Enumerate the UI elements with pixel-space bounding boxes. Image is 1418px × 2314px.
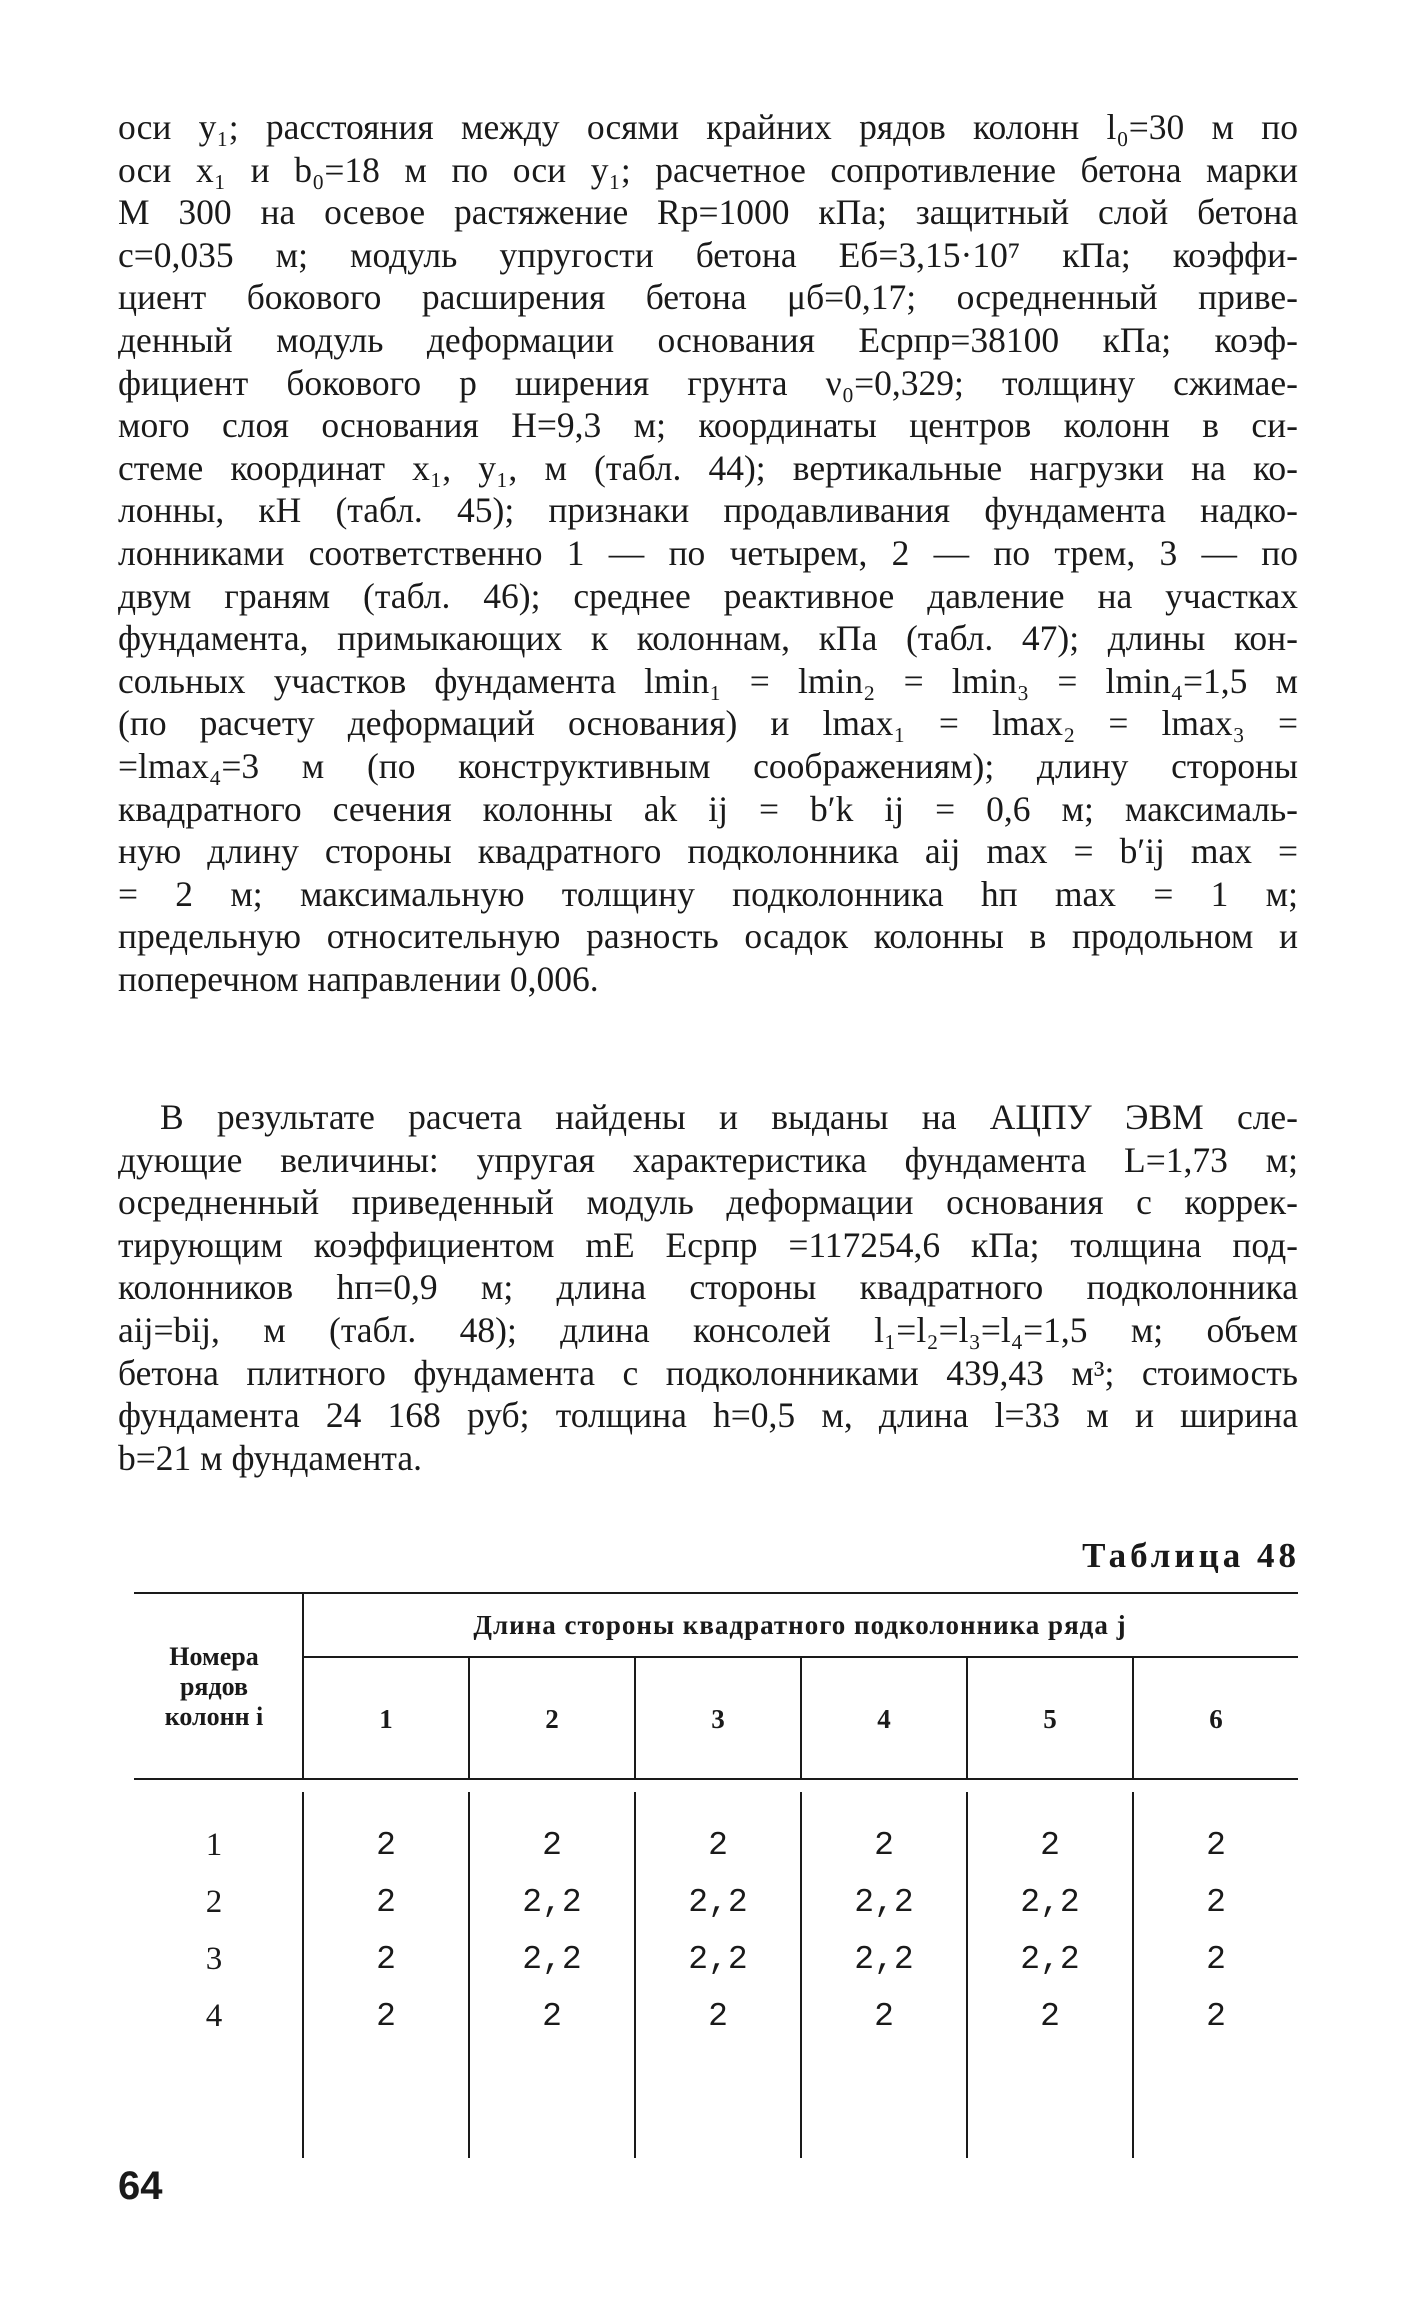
text-line: c=0,035 м; модуль упругости бетона Eб=3,15·10⁷ кПа; коэффи- <box>118 234 1298 275</box>
table-cell: 2 <box>1206 1884 1226 1921</box>
table-cell: 2,2 <box>1020 1941 1080 1978</box>
table-cell: 2 <box>1206 1827 1226 1864</box>
text-line: двум граням (табл. 46); среднее реактивное давление на участках <box>118 575 1298 616</box>
text-line: сольных участков фундамента lmin₁ = lmin₂ = lmin₃ = lmin₄=1,5 м <box>118 660 1298 701</box>
table-top-rule <box>134 1592 1298 1594</box>
text-line: дующие величины: упругая характеристика фундамента L=1,73 м; <box>118 1139 1298 1180</box>
table-cell: 2,2 <box>854 1941 914 1978</box>
column-header: 5 <box>1043 1704 1057 1734</box>
row-index-cell: 2 <box>205 1884 223 1920</box>
text-line: =lmax₄=3 м (по конструктивным соображениям); длину стороны <box>118 745 1298 786</box>
text-line: = 2 м; максимальную толщину подколонника hп max = 1 м; <box>118 873 1298 914</box>
text-line: тирующим коэффициентом mE Eсрпр =117254,6 кПа; толщина под- <box>118 1224 1298 1265</box>
table-cell: 2 <box>1040 1827 1060 1864</box>
text-line: фундамента, примыкающих к колоннам, кПа (табл. 47); длины кон- <box>118 618 1298 659</box>
text-line: М 300 на осевое растяжение Rр=1000 кПа; защитный слой бетона <box>118 192 1298 233</box>
table-cell: 2 <box>542 1827 562 1864</box>
text-line: оси x₁ и b₀=18 м по оси y₁; расчетное сопротивление бетона марки <box>118 149 1298 190</box>
table-cell: 2 <box>874 1827 894 1864</box>
row-header-line: рядов <box>179 1672 249 1701</box>
paragraph-input-parameters <box>118 106 1298 1000</box>
text-line: предельную относительную разность осадок колонны в продольном и <box>118 916 1298 957</box>
text-line: лонны, кН (табл. 45); признаки продавливания фундамента надко- <box>118 490 1298 531</box>
row-header <box>134 1642 294 1732</box>
column-header: 6 <box>1209 1704 1223 1734</box>
row-index-cell: 1 <box>205 1827 223 1863</box>
table-cell: 2 <box>708 1998 728 2035</box>
column-header: 3 <box>711 1704 725 1734</box>
table-cell: 2 <box>1040 1998 1060 2035</box>
row-header-line: Номера <box>169 1642 259 1671</box>
table-cell: 2 <box>376 1998 396 2035</box>
table-cell: 2 <box>708 1827 728 1864</box>
text-line: aij=bij, м (табл. 48); длина консолей l₁=l₂=l₃=l₄=1,5 м; объем <box>118 1309 1298 1350</box>
table-cell: 2,2 <box>1020 1884 1080 1921</box>
table-cell: 2 <box>1206 1998 1226 2035</box>
text-line: квадратного сечения колонны ak ij = b′k ij = 0,6 м; максималь- <box>118 788 1298 829</box>
table-cell: 2,2 <box>854 1884 914 1921</box>
table-cell: 2,2 <box>688 1884 748 1921</box>
text-line: стеме координат x₁, y₁, м (табл. 44); вертикальные нагрузки на ко- <box>118 447 1298 488</box>
text-line: поперечном направлении 0,006. <box>118 958 599 999</box>
table-cell: 2 <box>542 1998 562 2035</box>
text-line: бетона плитного фундамента с подколонниками 439,43 м³; стоимость <box>118 1352 1298 1393</box>
table-title: Таблица 48 <box>1082 1536 1300 1575</box>
table-cell: 2,2 <box>522 1884 582 1921</box>
page-number: 64 <box>118 2164 163 2208</box>
table-column-rule <box>302 1592 304 1778</box>
text-line: b=21 м фундамента. <box>118 1437 422 1478</box>
text-line: мого слоя основания H=9,3 м; координаты центров колонн в си- <box>118 405 1298 446</box>
text-line: фициент бокового р ширения грунта ν₀=0,329; толщину сжимае- <box>118 362 1298 403</box>
text-line: ную длину стороны квадратного подколонника aij max = b′ij max = <box>118 831 1298 872</box>
text-line: лонниками соответственно 1 — по четырем, 2 — по трем, 3 — по <box>118 532 1298 573</box>
text-line: циент бокового расширения бетона μб=0,17; осредненный приве- <box>118 277 1298 318</box>
column-header: 1 <box>379 1704 393 1734</box>
table-cell: 2 <box>1206 1941 1226 1978</box>
text-line: В результате расчета найдены и выданы на АЦПУ ЭВМ сле- <box>160 1097 1298 1137</box>
table-cell: 2 <box>376 1884 396 1921</box>
table-cell: 2 <box>376 1941 396 1978</box>
text-line: фундамента 24 168 руб; толщина h=0,5 м, длина l=33 м и ширина <box>118 1395 1298 1436</box>
row-header-line: колонн i <box>164 1702 264 1731</box>
group-header: Длина стороны квадратного подколонника ряда j <box>473 1610 1127 1640</box>
table-cell: 2 <box>376 1827 396 1864</box>
text-line: колонников hп=0,9 м; длина стороны квадратного подколонника <box>118 1267 1298 1308</box>
text-line: (по расчету деформаций основания) и lmax₁ = lmax₂ = lmax₃ = <box>118 703 1298 744</box>
text-line: оси y₁; расстояния между осями крайних рядов колонн l₀=30 м по <box>118 107 1298 147</box>
table-cell: 2,2 <box>522 1941 582 1978</box>
column-header: 2 <box>545 1704 559 1734</box>
row-index-cell: 4 <box>205 1998 223 2034</box>
table-cell: 2 <box>874 1998 894 2035</box>
column-header: 4 <box>877 1704 891 1734</box>
text-line: осредненный приведенный модуль деформации основания с коррек- <box>118 1182 1298 1223</box>
paragraph-calculation-results <box>118 1096 1298 1479</box>
row-index-cell: 3 <box>205 1941 223 1977</box>
table-cell: 2,2 <box>688 1941 748 1978</box>
text-line: денный модуль деформации основания Eсрпр=38100 кПа; коэф- <box>118 319 1298 360</box>
table-header-rule <box>134 1778 1298 1780</box>
